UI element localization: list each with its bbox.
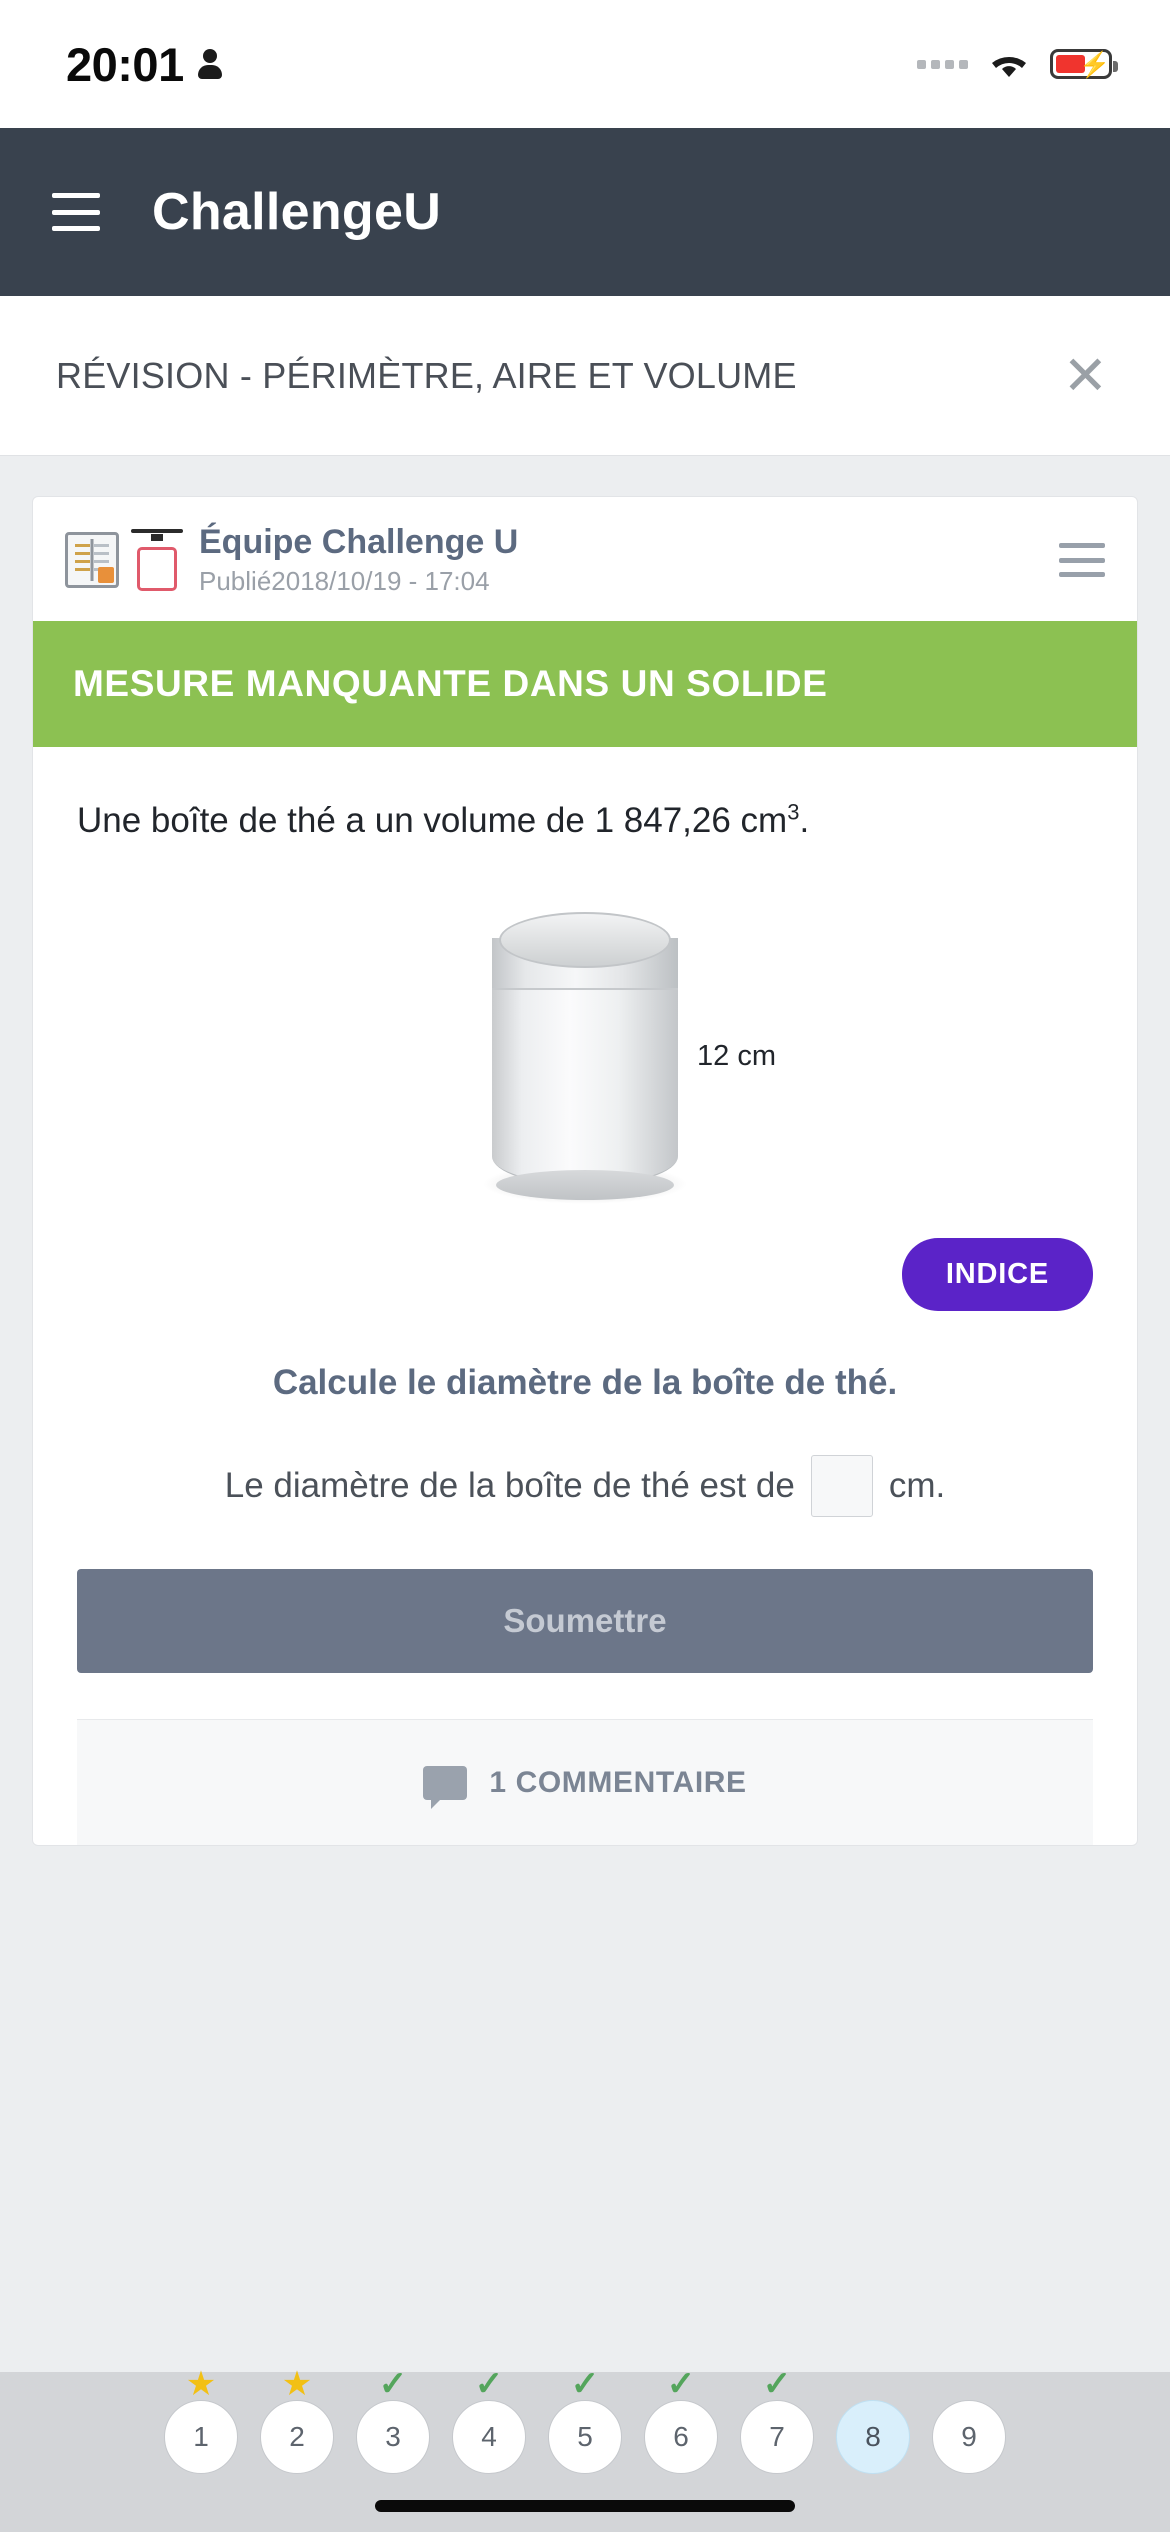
check-icon: ✓ — [570, 2365, 600, 2403]
tea-tin-cylinder-illustration — [492, 910, 678, 1200]
status-bar — [0, 0, 1170, 128]
answer-suffix-label: cm. — [888, 1466, 946, 1506]
figure-area — [77, 890, 1093, 1220]
hint-button[interactable]: INDICE — [902, 1238, 1093, 1311]
question-text: Calcule le diamètre de la boîte de thé. — [272, 1363, 898, 1403]
card-author-block — [199, 523, 518, 597]
battery-charging-icon: ⚡ — [1050, 49, 1112, 79]
hamburger-menu-icon[interactable] — [52, 193, 100, 231]
check-icon: ✓ — [378, 2365, 408, 2403]
card-header — [33, 497, 1137, 621]
comments-count-label: 1 COMMENTAIRE — [489, 1765, 747, 1799]
pager-item-label: 9 — [961, 2421, 977, 2452]
home-indicator — [375, 2500, 795, 2512]
activity-title: RÉVISION - PÉRIMÈTRE, AIRE ET VOLUME — [56, 354, 797, 396]
pager-item-1[interactable] — [164, 2365, 238, 2474]
check-icon: ✓ — [762, 2365, 792, 2403]
card-options-icon[interactable] — [1059, 543, 1105, 577]
status-bar-right — [917, 47, 1112, 81]
answer-prefix-label: Le diamètre de la boîte de thé est de — [224, 1466, 795, 1506]
app-brand-title: ChallengeU — [152, 183, 442, 241]
pager-item-label: 5 — [577, 2421, 593, 2452]
problem-statement-text: Une boîte de thé a un volume de 1 847,26 cm — [77, 801, 788, 840]
star-icon: ★ — [185, 2365, 217, 2403]
pager-item-8[interactable] — [836, 2400, 910, 2474]
pager-item-label: 3 — [385, 2421, 401, 2452]
pager-item-4[interactable] — [452, 2365, 526, 2474]
pager-item-9[interactable] — [932, 2400, 1006, 2474]
status-bar-left — [66, 37, 222, 92]
card-body — [33, 747, 1137, 1845]
check-icon: ✓ — [474, 2365, 504, 2403]
mobile-device-icon — [137, 529, 177, 591]
star-icon: ★ — [281, 2365, 313, 2403]
exercise-card — [32, 496, 1138, 1846]
activity-header — [0, 296, 1170, 456]
person-icon — [198, 47, 222, 81]
comment-icon — [423, 1766, 467, 1800]
pager-item-label: 7 — [769, 2421, 785, 2452]
pager-item-5[interactable] — [548, 2365, 622, 2474]
problem-statement-end: . — [799, 801, 810, 840]
pager-item-label: 8 — [865, 2421, 881, 2452]
pager-item-3[interactable] — [356, 2365, 430, 2474]
pager-item-label: 4 — [481, 2421, 497, 2452]
wifi-icon — [986, 47, 1032, 81]
book-icon — [65, 532, 119, 588]
pager-item-label: 1 — [193, 2421, 209, 2452]
check-icon: ✓ — [666, 2365, 696, 2403]
hint-row — [77, 1238, 1093, 1311]
close-icon[interactable]: ✕ — [1062, 345, 1108, 406]
app-bar — [0, 128, 1170, 296]
card-header-icons — [65, 529, 177, 591]
exercise-banner: MESURE MANQUANTE DANS UN SOLIDE — [33, 621, 1137, 747]
answer-row — [77, 1455, 1093, 1517]
problem-statement — [77, 797, 1093, 844]
problem-statement-exponent: 3 — [787, 799, 800, 825]
author-name: Équipe Challenge U — [199, 523, 519, 561]
pager-item-6[interactable] — [644, 2365, 718, 2474]
pager-item-label: 2 — [289, 2421, 305, 2452]
question-pager[interactable] — [0, 2365, 1170, 2532]
content-scroll-area[interactable] — [0, 456, 1170, 2372]
comments-bar[interactable] — [77, 1719, 1093, 1845]
status-time: 20:01 — [66, 37, 184, 91]
published-date: Publié2018/10/19 - 17:04 — [199, 566, 490, 596]
submit-button[interactable]: Soumettre — [77, 1569, 1093, 1673]
figure-dimension-label: 12 cm — [697, 1040, 776, 1073]
answer-input[interactable] — [811, 1455, 873, 1517]
pager-item-label: 6 — [673, 2421, 689, 2452]
signal-dots-icon — [917, 60, 968, 69]
pager-item-7[interactable] — [740, 2365, 814, 2474]
pager-item-2[interactable] — [260, 2365, 334, 2474]
